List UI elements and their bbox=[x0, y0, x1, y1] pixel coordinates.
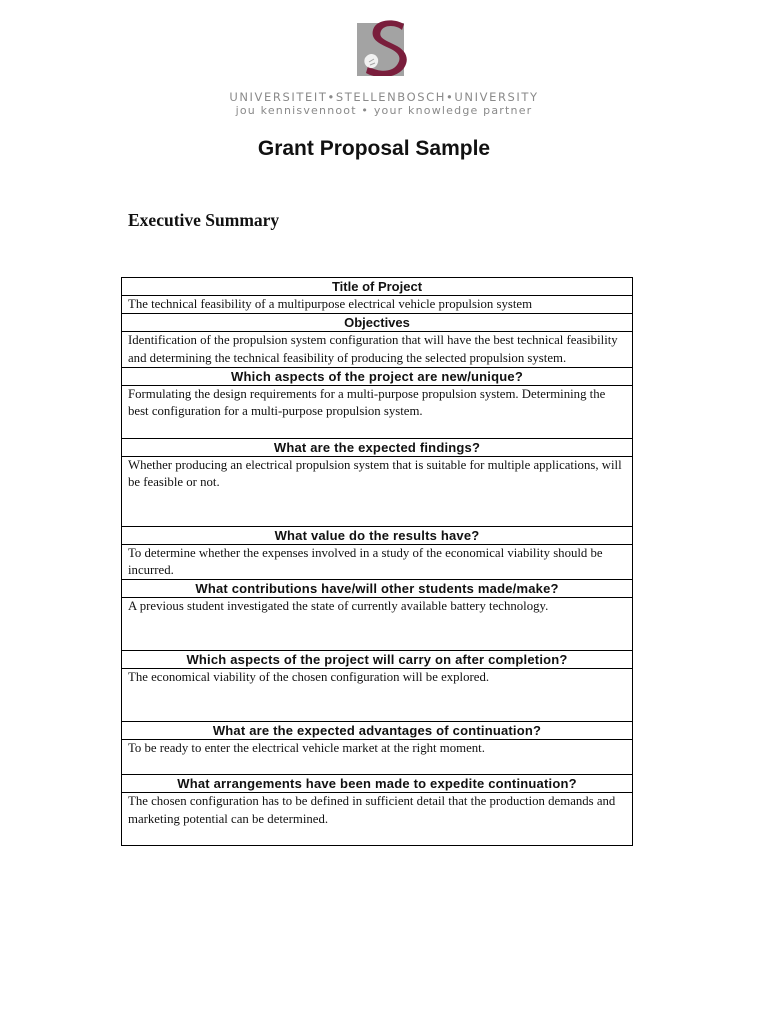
table-row-question bbox=[122, 367, 633, 385]
university-header bbox=[0, 18, 768, 117]
answer-cell: A previous student investigated the state of currently available battery technology. bbox=[122, 598, 633, 651]
table-row-answer bbox=[122, 669, 633, 722]
table-row-question bbox=[122, 775, 633, 793]
answer-cell: Whether producing an electrical propulsion system that is suitable for multiple applications, will be feasible or not. bbox=[122, 456, 633, 526]
answer-cell: Identification of the propulsion system configuration that will have the best technical feasibility and determining the technical feasibility of producing the selected propulsion system. bbox=[122, 332, 633, 368]
table-row-answer bbox=[122, 598, 633, 651]
table-row-question bbox=[122, 526, 633, 544]
university-tagline: jou kennisvennoot • your knowledge partner bbox=[235, 104, 533, 117]
answer-cell: The economical viability of the chosen configuration will be explored. bbox=[122, 669, 633, 722]
question-cell: Objectives bbox=[122, 314, 633, 332]
university-name: UNIVERSITEIT•STELLENBOSCH•UNIVERSITY bbox=[229, 90, 539, 104]
question-cell: What are the expected findings? bbox=[122, 438, 633, 456]
question-cell: Which aspects of the project will carry on after completion? bbox=[122, 651, 633, 669]
table-row-answer bbox=[122, 793, 633, 846]
stellenbosch-logo-icon bbox=[357, 18, 411, 76]
table-row-question bbox=[122, 278, 633, 296]
table-row-answer bbox=[122, 456, 633, 526]
table-row-question bbox=[122, 722, 633, 740]
table-row-question bbox=[122, 651, 633, 669]
table-row-answer bbox=[122, 296, 633, 314]
table-row-answer bbox=[122, 385, 633, 438]
table-row-answer bbox=[122, 740, 633, 775]
question-cell: What are the expected advantages of continuation? bbox=[122, 722, 633, 740]
question-cell: Which aspects of the project are new/unique? bbox=[122, 367, 633, 385]
question-cell: What arrangements have been made to expedite continuation? bbox=[122, 775, 633, 793]
question-cell: Title of Project bbox=[122, 278, 633, 296]
executive-summary-table bbox=[121, 277, 633, 846]
document-title: Grant Proposal Sample bbox=[257, 137, 491, 160]
table-row-question bbox=[122, 580, 633, 598]
table-row-answer bbox=[122, 332, 633, 368]
question-cell: What contributions have/will other students made/make? bbox=[122, 580, 633, 598]
question-cell: What value do the results have? bbox=[122, 526, 633, 544]
section-heading: Executive Summary bbox=[128, 210, 280, 230]
answer-cell: To be ready to enter the electrical vehicle market at the right moment. bbox=[122, 740, 633, 775]
answer-cell: The chosen configuration has to be defined in sufficient detail that the production demands and marketing potential can be determined. bbox=[122, 793, 633, 846]
table-row-answer bbox=[122, 544, 633, 580]
table-row-question bbox=[122, 438, 633, 456]
answer-cell: To determine whether the expenses involved in a study of the economical viability should be incurred. bbox=[122, 544, 633, 580]
answer-cell: The technical feasibility of a multipurpose electrical vehicle propulsion system bbox=[122, 296, 633, 314]
table-row-question bbox=[122, 314, 633, 332]
answer-cell: Formulating the design requirements for a multi-purpose propulsion system. Determining the best configuration for a multi-purpose propulsion system. bbox=[122, 385, 633, 438]
